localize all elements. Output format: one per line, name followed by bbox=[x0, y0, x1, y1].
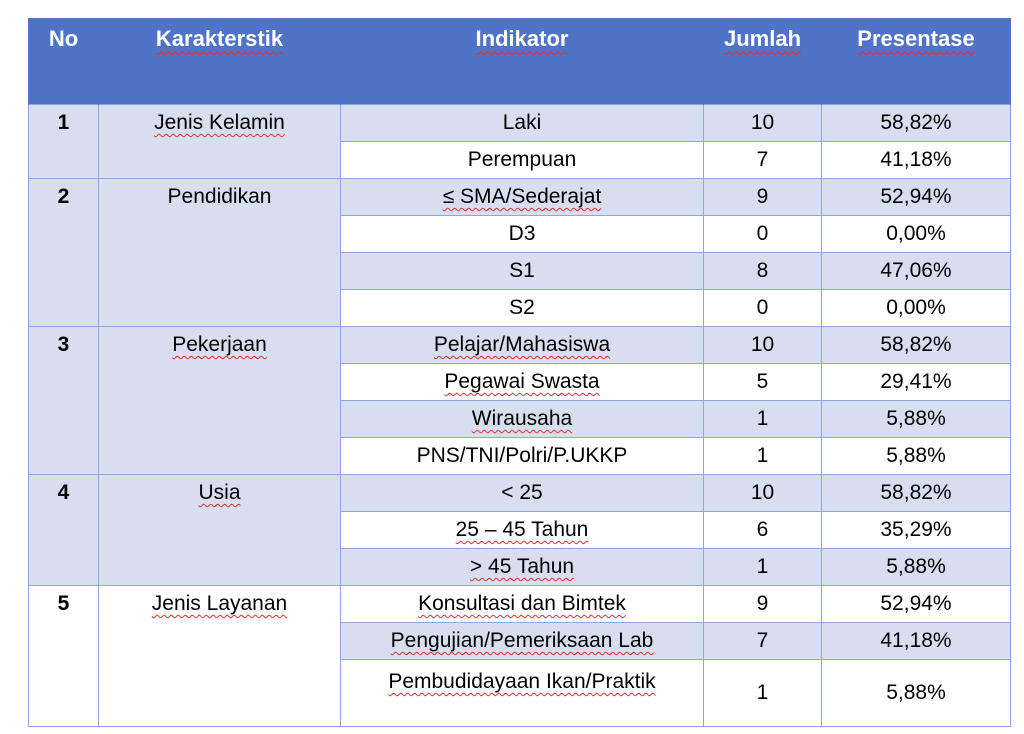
table-row bbox=[29, 586, 1011, 623]
jumlah-cell: 0 bbox=[704, 290, 822, 327]
jumlah-cell: 9 bbox=[704, 586, 822, 623]
jumlah-cell: 10 bbox=[704, 475, 822, 512]
header-jumlah: Jumlah bbox=[704, 18, 822, 105]
indikator-cell: Pegawai Swasta bbox=[341, 364, 704, 401]
group-name: Jenis Kelamin bbox=[99, 105, 341, 179]
table-row bbox=[29, 179, 1011, 216]
indikator-cell: 25 – 45 Tahun bbox=[341, 512, 704, 549]
indikator-cell: < 25 bbox=[341, 475, 704, 512]
presentase-cell: 52,94% bbox=[822, 179, 1011, 216]
presentase-cell: 5,88% bbox=[822, 660, 1011, 727]
characteristics-table bbox=[28, 18, 1011, 727]
indikator-cell: Pembudidayaan Ikan/Praktik bbox=[341, 660, 704, 727]
presentase-cell: 0,00% bbox=[822, 290, 1011, 327]
presentase-cell: 58,82% bbox=[822, 105, 1011, 142]
indikator-cell: S1 bbox=[341, 253, 704, 290]
jumlah-cell: 1 bbox=[704, 438, 822, 475]
presentase-cell: 0,00% bbox=[822, 216, 1011, 253]
presentase-cell: 29,41% bbox=[822, 364, 1011, 401]
group-name: Usia bbox=[99, 475, 341, 586]
presentase-cell: 41,18% bbox=[822, 142, 1011, 179]
group-name: Pekerjaan bbox=[99, 327, 341, 475]
presentase-cell: 52,94% bbox=[822, 586, 1011, 623]
indikator-cell: Konsultasi dan Bimtek bbox=[341, 586, 704, 623]
jumlah-cell: 10 bbox=[704, 105, 822, 142]
indikator-cell: > 45 Tahun bbox=[341, 549, 704, 586]
jumlah-cell: 6 bbox=[704, 512, 822, 549]
group-name: Pendidikan bbox=[99, 179, 341, 327]
header-indikator: Indikator bbox=[341, 18, 704, 105]
group-name: Jenis Layanan bbox=[99, 586, 341, 727]
indikator-cell: Pelajar/Mahasiswa bbox=[341, 327, 704, 364]
indikator-cell: ≤ SMA/Sederajat bbox=[341, 179, 704, 216]
presentase-cell: 5,88% bbox=[822, 438, 1011, 475]
jumlah-cell: 1 bbox=[704, 549, 822, 586]
jumlah-cell: 1 bbox=[704, 660, 822, 727]
jumlah-cell: 10 bbox=[704, 327, 822, 364]
indikator-cell: Laki bbox=[341, 105, 704, 142]
jumlah-cell: 1 bbox=[704, 401, 822, 438]
header-no: No bbox=[29, 18, 99, 105]
presentase-cell: 35,29% bbox=[822, 512, 1011, 549]
indikator-cell: Wirausaha bbox=[341, 401, 704, 438]
jumlah-cell: 0 bbox=[704, 216, 822, 253]
group-number: 4 bbox=[29, 475, 99, 586]
group-number: 5 bbox=[29, 586, 99, 727]
jumlah-cell: 7 bbox=[704, 142, 822, 179]
indikator-cell: PNS/TNI/Polri/P.UKKP bbox=[341, 438, 704, 475]
jumlah-cell: 8 bbox=[704, 253, 822, 290]
jumlah-cell: 5 bbox=[704, 364, 822, 401]
presentase-cell: 58,82% bbox=[822, 327, 1011, 364]
presentase-cell: 41,18% bbox=[822, 623, 1011, 660]
presentase-cell: 58,82% bbox=[822, 475, 1011, 512]
indikator-cell: Pengujian/Pemeriksaan Lab bbox=[341, 623, 704, 660]
group-number: 2 bbox=[29, 179, 99, 327]
header-presentase: Presentase bbox=[822, 18, 1011, 105]
jumlah-cell: 9 bbox=[704, 179, 822, 216]
indikator-cell: D3 bbox=[341, 216, 704, 253]
indikator-cell: S2 bbox=[341, 290, 704, 327]
group-number: 3 bbox=[29, 327, 99, 475]
table-row bbox=[29, 327, 1011, 364]
table-row bbox=[29, 475, 1011, 512]
presentase-cell: 47,06% bbox=[822, 253, 1011, 290]
indikator-cell: Perempuan bbox=[341, 142, 704, 179]
table-row bbox=[29, 105, 1011, 142]
presentase-cell: 5,88% bbox=[822, 549, 1011, 586]
header-row bbox=[29, 18, 1011, 105]
group-number: 1 bbox=[29, 105, 99, 179]
jumlah-cell: 7 bbox=[704, 623, 822, 660]
header-karakteristik: Karakterstik bbox=[99, 18, 341, 105]
presentase-cell: 5,88% bbox=[822, 401, 1011, 438]
